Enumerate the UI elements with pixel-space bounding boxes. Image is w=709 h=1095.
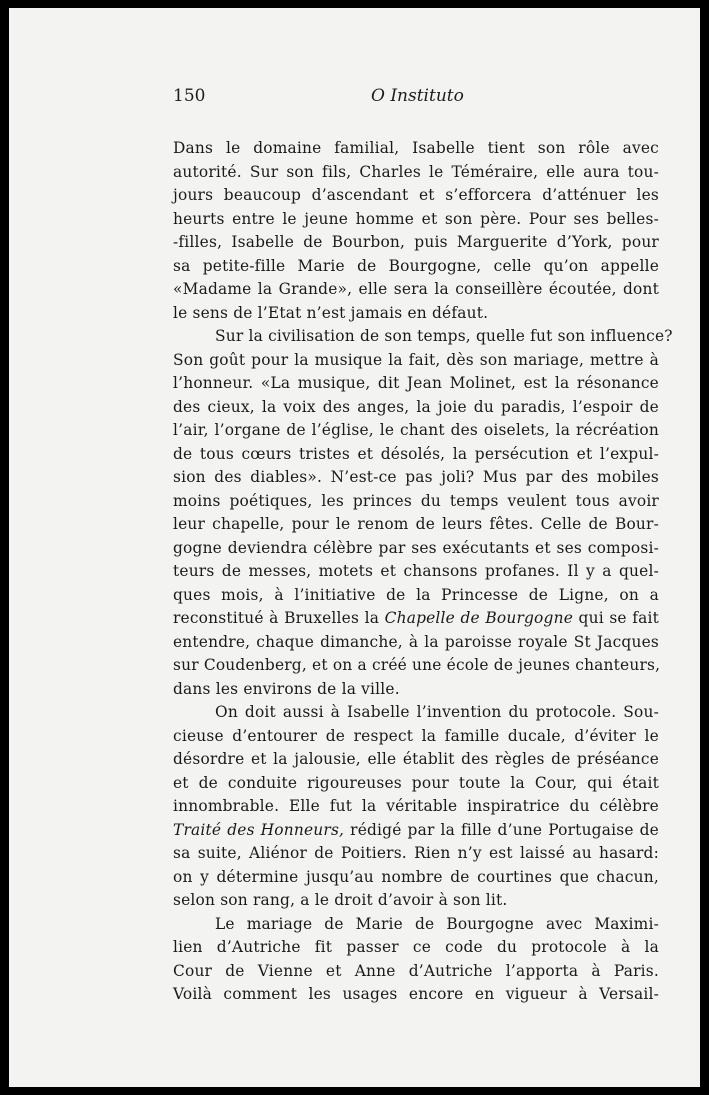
text-line: autorité. Sur son fils, Charles le Téméraire, elle aura tou- (173, 162, 659, 181)
text-line (173, 607, 659, 631)
text-segment: rédigé par la fille d’une Portugaise de (344, 820, 659, 839)
text-line: sur Coudenberg, et on a créé une école de jeunes chanteurs, (173, 656, 661, 674)
text-line: on y détermine jusqu’au nombre de courtines que chacun, (173, 867, 659, 886)
page-number: 150 (173, 86, 206, 106)
text-line: et de conduite rigoureuses pour toute la Cour, qui était (173, 773, 659, 792)
text-line: heurts entre le jeune homme et son père. Pour ses belles- (173, 209, 659, 228)
text-line: Dans le domaine familial, Isabelle tient son rôle avec (173, 139, 659, 157)
text-line: selon son rang, a le droit d’avoir à son lit. (173, 891, 508, 909)
text-segment: qui se fait (573, 609, 660, 627)
text-line: «Madame la Grande», elle sera la conseillère écoutée, dont (173, 280, 659, 298)
text-line: des cieux, la voix des anges, la joie du paradis, l’espoir de (173, 397, 659, 416)
text-line: leur chapelle, pour le renom de leurs fêtes. Celle de Bour- (173, 515, 659, 533)
text-line: entendre, chaque dimanche, à la paroisse royale St Jacques (173, 632, 659, 651)
page-header (9, 86, 700, 112)
text-line: moins poétiques, les princes du temps veulent tous avoir (173, 491, 659, 510)
document-page (9, 8, 700, 1087)
text-line: l’honneur. «La musique, dit Jean Molinet, est la résonance (173, 374, 659, 392)
text-line: sion des diables». N’est-ce pas joli? Mus par des mobiles (173, 468, 659, 486)
text-line: innombrable. Elle fut la véritable inspiratrice du célèbre (173, 797, 659, 815)
text-line: Voilà comment les usages encore en vigueur à Versail- (173, 985, 659, 1003)
text-segment: reconstitué à Bruxelles la (173, 609, 385, 627)
text-line: Sur la civilisation de son temps, quelle fut son influence? (215, 327, 673, 345)
text-line: le sens de l’Etat n’est jamais en défaut. (173, 303, 489, 322)
running-title: O Instituto (371, 86, 464, 106)
text-line: jours beaucoup d’ascendant et s’efforcera d’atténuer les (173, 186, 659, 204)
italic-title: Traité des Honneurs, (173, 820, 345, 839)
text-line: cieuse d’entourer de respect la famille ducale, d’éviter le (173, 726, 659, 745)
text-line: désordre et la jalousie, elle établit des règles de préséance (173, 750, 659, 768)
text-line: Cour de Vienne et Anne d’Autriche l’apporta à Paris. (173, 961, 659, 980)
text-line: dans les environs de la ville. (173, 679, 400, 698)
text-line: sa suite, Aliénor de Poitiers. Rien n’y est laissé au hasard: (173, 844, 659, 862)
text-line: On doit aussi à Isabelle l’invention du protocole. Sou- (215, 703, 659, 721)
body-text (173, 137, 673, 1007)
text-line: lien d’Autriche fit passer ce code du protocole à la (173, 938, 659, 956)
italic-title: Chapelle de Bourgogne (384, 609, 574, 627)
text-line: ques mois, à l’initiative de la Princesse de Ligne, on a (173, 585, 659, 604)
text-line: gogne deviendra célèbre par ses exécutants et ses composi- (173, 538, 659, 557)
text-line: l’air, l’organe de l’église, le chant des oiselets, la récréation (173, 421, 659, 439)
text-line: -filles, Isabelle de Bourbon, puis Marguerite d’York, pour (173, 233, 659, 251)
text-line (173, 819, 659, 843)
text-line: Le mariage de Marie de Bourgogne avec Maximi- (215, 914, 659, 933)
text-line: teurs de messes, motets et chansons profanes. Il y a quel- (173, 562, 659, 580)
text-line: Son goût pour la musique la fait, dès son mariage, mettre à (173, 350, 659, 369)
text-line: de tous cœurs tristes et désolés, la persécution et l’expul- (173, 444, 659, 463)
text-line: sa petite-fille Marie de Bourgogne, celle qu’on appelle (173, 256, 659, 275)
